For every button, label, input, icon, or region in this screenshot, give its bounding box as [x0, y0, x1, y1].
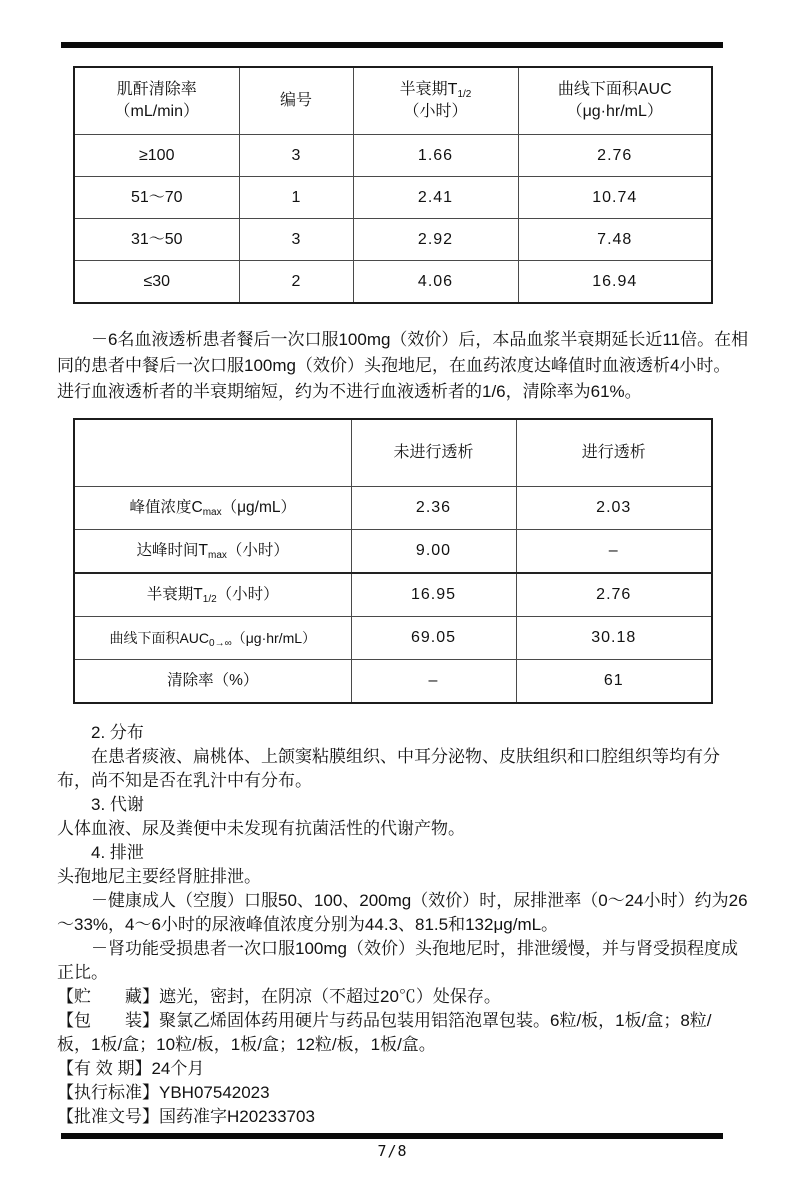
header-subscript: 1/2	[457, 89, 472, 101]
table-cell: 9.00	[351, 530, 516, 574]
row-label-subscript: max	[208, 549, 227, 561]
paragraph-line: 进行血液透析者的半衰期缩短，约为不进行血液透析者的1/6，清除率为61%。	[57, 382, 642, 401]
row-label-unit: （μg/mL）	[221, 498, 296, 516]
table-cell: 30.18	[516, 617, 712, 660]
page-content	[57, 66, 749, 1129]
row-label: 峰值浓度C	[129, 498, 203, 516]
approval-number-line: 【批准文号】国药准字H20233703	[57, 1107, 315, 1126]
table-row	[74, 660, 712, 704]
table-cell: 2.76	[516, 573, 712, 617]
packaging-line: 板，1板/盒；10粒/板，1板/盒；12粒/板，1板/盒。	[57, 1035, 436, 1054]
row-label-cell	[74, 487, 351, 530]
table-cell: 3	[239, 219, 353, 261]
renal-clearance-table	[73, 66, 713, 304]
table-cell: 2.36	[351, 487, 516, 530]
hemodialysis-paragraph	[57, 327, 749, 405]
table-cell: 1	[239, 177, 353, 219]
table-row	[74, 530, 712, 574]
table-cell: 10.74	[518, 177, 712, 219]
header-cell: 未进行透析	[351, 419, 516, 487]
table-row	[74, 573, 712, 617]
body-line: ～33%，4～6小时的尿液峰值浓度分别为44.3、81.5和132μg/mL。	[57, 915, 559, 934]
table-cell: 7.48	[518, 219, 712, 261]
body-line: 头孢地尼主要经肾脏排泄。	[57, 867, 261, 886]
header-cell	[74, 67, 239, 135]
row-label-subscript: max	[202, 506, 222, 518]
table-cell: 4.06	[353, 261, 518, 304]
section-heading-distribution: 2. 分布	[91, 723, 144, 742]
row-label-unit: （μg·hr/mL）	[231, 629, 317, 646]
table-row	[74, 487, 712, 530]
table-cell: 2.92	[353, 219, 518, 261]
table-row	[74, 261, 712, 304]
page-number: 7/8	[377, 1142, 408, 1160]
body-line: 人体血液、尿及粪便中未发现有抗菌活性的代谢产物。	[57, 819, 465, 838]
header-text: 编号	[279, 92, 312, 110]
row-label: 达峰时间T	[136, 541, 209, 559]
header-unit: （mL/min）	[114, 103, 199, 120]
shelf-life-line: 【有 效 期】24个月	[57, 1059, 205, 1078]
body-line: －肾功能受损患者一次口服100mg（效价）头孢地尼时，排泄缓慢，并与肾受损程度成	[91, 939, 738, 958]
table-cell: 61	[516, 660, 712, 704]
header-unit: （小时）	[403, 103, 468, 120]
body-line: 在患者痰液、扁桃体、上颌窦粘膜组织、中耳分泌物、皮肤组织和口腔组织等均有分	[91, 747, 720, 766]
body-line: 布，尚不知是否在乳汁中有分布。	[57, 771, 312, 790]
table-cell: ≥100	[74, 135, 239, 177]
table-row	[74, 617, 712, 660]
table-cell: 2	[239, 261, 353, 304]
bottom-rule	[61, 1133, 723, 1139]
table-cell: 2.76	[518, 135, 712, 177]
header-text: 曲线下面积AUC	[557, 81, 672, 99]
paragraph-line: －6名血液透析患者餐后一次口服100mg（效价）后，本品血浆半衰期延长近11倍。在相	[91, 330, 749, 349]
row-label-subscript: 1/2	[202, 593, 217, 605]
row-label: 半衰期T	[146, 585, 203, 603]
table-row	[74, 177, 712, 219]
table-cell: –	[351, 660, 516, 704]
row-label-unit: （小时）	[216, 585, 279, 603]
paragraph-line: 同的患者中餐后一次口服100mg（效价）头孢地尼，在血药浓度达峰值时血液透析4小时。	[57, 356, 731, 375]
section-heading-excretion: 4. 排泄	[91, 843, 144, 862]
header-cell	[239, 67, 353, 135]
table-row	[74, 219, 712, 261]
row-label-unit: （小时）	[226, 541, 289, 559]
table-row	[74, 135, 712, 177]
table-cell: 3	[239, 135, 353, 177]
header-unit: （μg·hr/mL）	[566, 103, 663, 120]
body-line: 正比。	[57, 963, 108, 982]
table-cell: ≤30	[74, 261, 239, 304]
row-label-cell	[74, 530, 351, 574]
header-cell	[353, 67, 518, 135]
table-cell: –	[516, 530, 712, 574]
body-text-block	[57, 721, 748, 1129]
table-cell: 31～50	[74, 219, 239, 261]
table-cell: 51～70	[74, 177, 239, 219]
header-text: 肌酐清除率	[116, 81, 197, 99]
section-heading-metabolism: 3. 代谢	[91, 795, 144, 814]
packaging-line: 【包 装】聚氯乙烯固体药用硬片与药品包装用铝箔泡罩包装。6粒/板，1板/盒；8粒/	[57, 1011, 712, 1030]
standard-line: 【执行标准】YBH07542023	[57, 1083, 270, 1102]
header-text: 半衰期T	[399, 81, 458, 99]
table-cell: 2.41	[353, 177, 518, 219]
table-cell: 1.66	[353, 135, 518, 177]
table-cell: 16.94	[518, 261, 712, 304]
row-label: 曲线下面积AUC	[109, 629, 210, 646]
row-label-cell	[74, 617, 351, 660]
header-cell: 进行透析	[516, 419, 712, 487]
table-header-row	[74, 419, 712, 487]
header-cell	[518, 67, 712, 135]
dialysis-comparison-table	[73, 418, 713, 704]
header-cell-empty	[74, 419, 351, 487]
row-label-cell	[74, 573, 351, 617]
table-cell: 16.95	[351, 573, 516, 617]
storage-line: 【贮 藏】遮光，密封，在阴凉（不超过20℃）处保存。	[57, 987, 501, 1006]
table-header-row	[74, 67, 712, 135]
table-cell: 2.03	[516, 487, 712, 530]
row-label-subscript: 0→∞	[209, 637, 232, 649]
row-label-cell	[74, 660, 351, 704]
top-rule	[61, 42, 723, 48]
table-cell: 69.05	[351, 617, 516, 660]
row-label: 清除率（%）	[167, 671, 259, 689]
body-line: －健康成人（空腹）口服50、100、200mg（效价）时，尿排泄率（0～24小时）约为26	[91, 891, 748, 910]
